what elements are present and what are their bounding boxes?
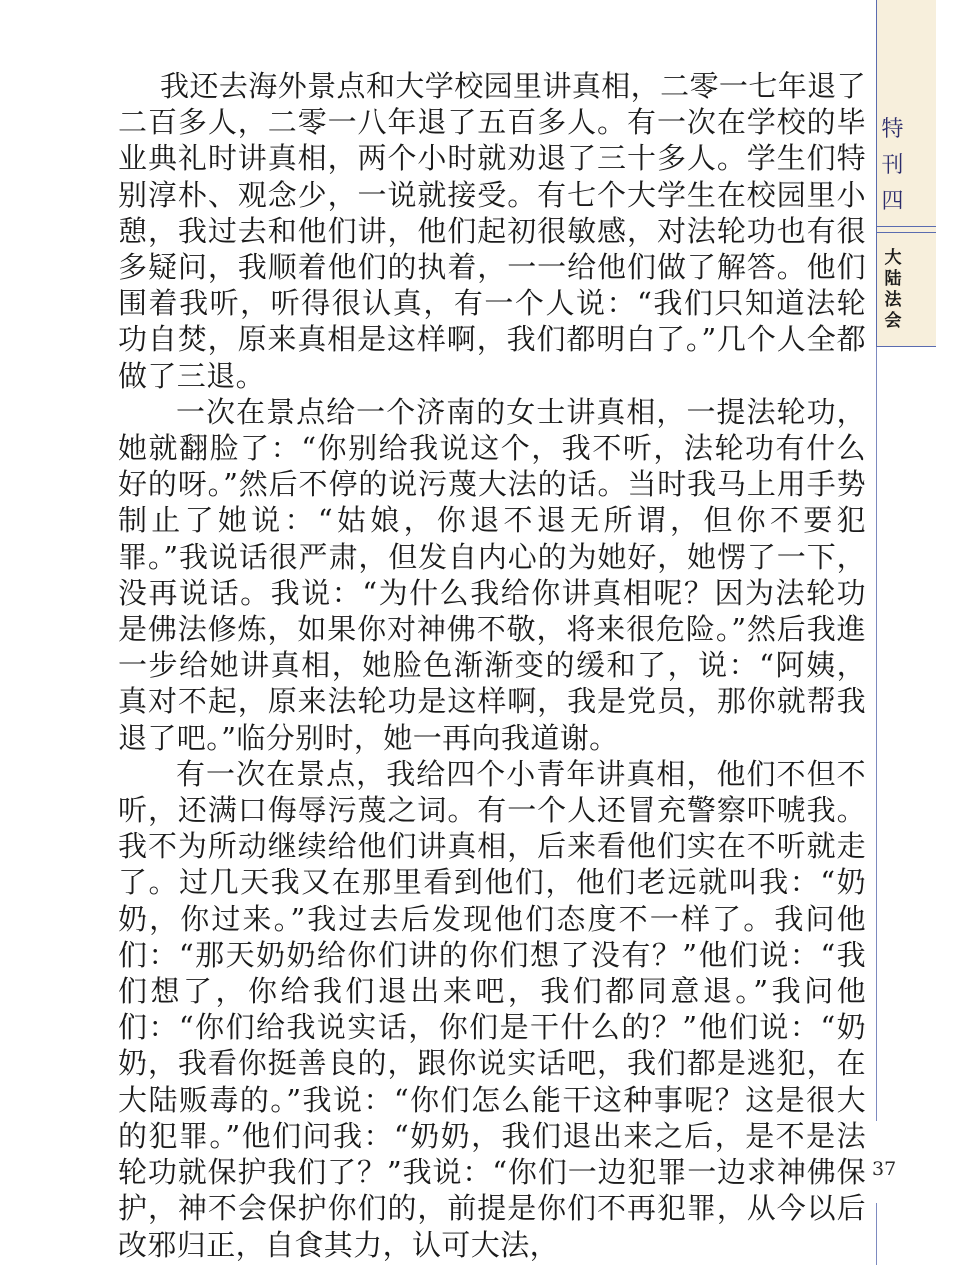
sidebar-bottom-rule — [876, 346, 936, 347]
special-issue-char: 刊 — [881, 153, 905, 178]
conference-char: 法 — [884, 290, 902, 310]
margin-rule — [876, 346, 877, 1121]
article-body — [118, 68, 866, 1263]
conference-char: 陆 — [884, 269, 902, 289]
page-number: 37 — [872, 1158, 897, 1180]
special-issue-label — [876, 112, 910, 220]
sidebar-divider — [876, 226, 936, 227]
paragraph-1: 我还去海外景点和大学校园里讲真相，二零一七年退了二百多人，二零一八年退了五百多人。有一次在学校的毕业典礼时讲真相，两个小时就劝退了三十多人。学生们特别淳朴、观念少，一说就接受。有七个大学生在校园里小憩，我过去和他们讲，他们起初很敏感，对法轮功也有很多疑问，我顺着他们的执着，一一给他们做了解答。他们围着我听，听得很认真，有一个人说：“我们只知道法轮功自焚，原来真相是这样啊，我们都明白了。”几个人全都做了三退。 — [118, 69, 866, 393]
margin-rule-bottom — [876, 1203, 877, 1265]
paragraph-3: 有一次在景点，我给四个小青年讲真相，他们不但不听，还满口侮辱污蔑之词。有一个人还冒充警察吓唬我。我不为所动继续给他们讲真相，后来看他们实在不听就走了。过几天我又在那里看到他们，他们老远就叫我：“奶奶，你过来。”我过去后发现他们态度不一样了。我问他们：“那天奶奶给你们讲的你们想了没有？”他们说：“我们想了，你给我们退出来吧，我们都同意退。”我问他们：“你们给我说实话，你们是干什么的？”他们说：“奶奶，我看你挺善良的，跟你说实话吧，我们都是逃犯，在大陆贩毒的。”我说：“你们怎么能干这种事呢？这是很大的犯罪。”他们问我：“奶奶，我们退出来之后，是不是法轮功就保护我们了？”我说：“你们一边犯罪一边求神佛保护，神不会保护你们的，前提是你们不再犯罪，从今以后改邪归正，自食其力，认可大法， — [118, 756, 866, 1262]
special-issue-char: 特 — [881, 117, 905, 142]
sidebar-divider-2 — [876, 232, 936, 233]
paragraph-2: 一次在景点给一个济南的女士讲真相，一提法轮功，她就翻脸了：“你别给我说这个，我不听，法轮功有什么好的呀。”然后不停的说污蔑大法的话。当时我马上用手势制止了她说：“姑娘，你退不退无所谓，但你不要犯罪。”我说话很严肃，但发自内心的为她好，她愣了一下，没再说话。我说：“为什么我给你讲真相呢？因为法轮功是佛法修炼，如果你对神佛不敬，将来很危险。”然后我進一步给她讲真相，她脸色渐渐变的缓和了，说：“阿姨，真对不起，原来法轮功是这样啊，我是党员，那你就帮我退了吧。”临分别时，她一再向我道谢。 — [118, 394, 866, 755]
conference-char: 会 — [884, 311, 902, 331]
conference-char: 大 — [884, 248, 902, 268]
conference-label — [876, 248, 910, 332]
special-issue-char: 四 — [881, 189, 905, 214]
